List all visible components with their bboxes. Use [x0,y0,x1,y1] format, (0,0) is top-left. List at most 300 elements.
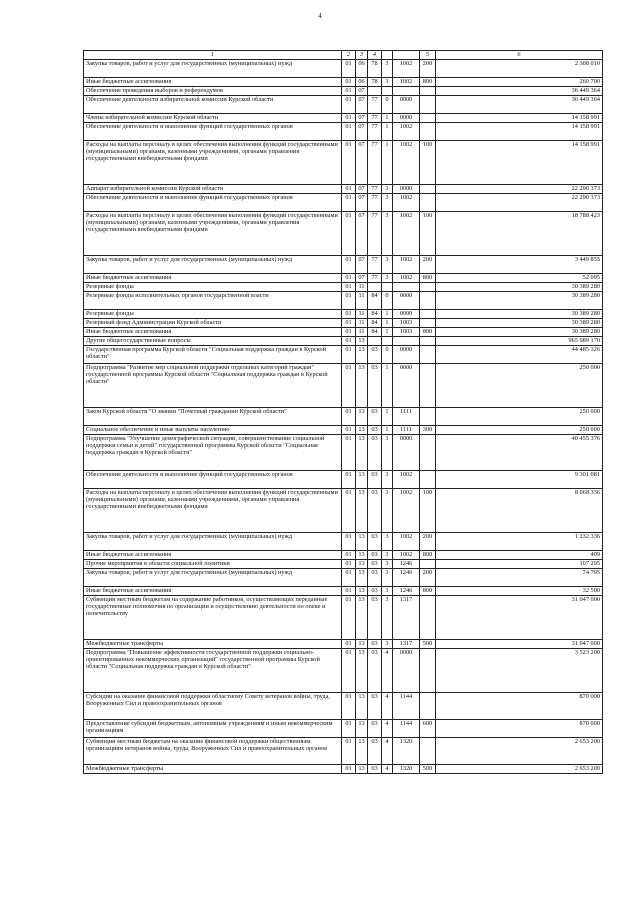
program-code: 03 [368,596,382,640]
program-code: 03 [368,569,382,587]
row-name: Субсидии на оказание финансовой поддержки областному Совету ветеранов войны, труда, Вооруженных Сил и правоохранительных органов [84,693,342,720]
expense-type-code: 800 [420,587,436,596]
row-amount: 107 295 [436,560,603,569]
expense-type-code: 800 [420,78,436,87]
direction-code: 0000 [393,185,420,194]
section-code: 01 [342,96,356,114]
row-amount: 44 485 326 [436,346,603,364]
subprogram-code: 4 [382,738,393,765]
expense-type-code [420,596,436,640]
subsection-code: 13 [356,640,368,649]
subsection-code: 13 [356,551,368,560]
page-number: 4 [318,12,322,20]
subprogram-code: 3 [382,640,393,649]
table-row [84,87,603,96]
program-code: 77 [368,212,382,256]
expense-type-code [420,283,436,292]
table-row [84,194,603,212]
header-subprogram [382,51,393,60]
row-amount: 870 000 [436,693,603,720]
subsection-code: 13 [356,569,368,587]
row-amount: 2 308 010 [436,60,603,78]
header-amount: 6 [436,51,603,60]
row-name: Межбюджетные трансферты [84,640,342,649]
subsection-code: 13 [356,533,368,551]
section-code: 01 [342,720,356,738]
expense-type-code: 200 [420,60,436,78]
row-amount: 74 795 [436,569,603,587]
program-code: 78 [368,78,382,87]
program-code: 84 [368,319,382,328]
program-code: 03 [368,435,382,471]
subsection-code: 13 [356,693,368,720]
expense-type-code [420,123,436,141]
header-name: 1 [84,51,342,60]
row-amount: 31 047 000 [436,640,603,649]
subsection-code: 13 [356,346,368,364]
section-code: 01 [342,283,356,292]
table-row [84,256,603,274]
row-name: Обеспечение деятельности избирательной комиссии Курской области [84,96,342,114]
program-code: 03 [368,587,382,596]
table-row [84,551,603,560]
section-code: 01 [342,346,356,364]
table-row [84,426,603,435]
section-code: 01 [342,292,356,310]
row-name: Социальное обеспечение и иные выплаты населению [84,426,342,435]
program-code: 77 [368,96,382,114]
row-amount: 1 232 336 [436,533,603,551]
program-code: 03 [368,551,382,560]
direction-code: 0000 [393,364,420,408]
subsection-code: 13 [356,435,368,471]
program-code: 03 [368,640,382,649]
row-amount: 36 449 364 [436,87,603,96]
subsection-code: 07 [356,87,368,96]
program-code: 03 [368,346,382,364]
row-amount: 8 068 336 [436,489,603,533]
table-row [84,274,603,283]
section-code: 01 [342,194,356,212]
section-code: 01 [342,426,356,435]
section-code: 01 [342,765,356,774]
program-code: 84 [368,292,382,310]
program-code: 77 [368,185,382,194]
section-code: 01 [342,649,356,693]
row-amount: 2 653 200 [436,765,603,774]
row-name: Аппарат избирательной комиссии Курской области [84,185,342,194]
row-amount: 9 301 081 [436,471,603,489]
subprogram-code: 3 [382,256,393,274]
program-code [368,337,382,346]
subsection-code: 13 [356,408,368,426]
row-amount: 3 523 200 [436,649,603,693]
subprogram-code: 0 [382,292,393,310]
direction-code [393,283,420,292]
row-name: Прочие мероприятия в области социальной политики [84,560,342,569]
row-name: Иные бюджетные ассигнования [84,328,342,337]
subprogram-code: 1 [382,364,393,408]
row-name: Закупка товаров, работ и услуг для государственных (муниципальных) нужд [84,533,342,551]
subprogram-code: 1 [382,408,393,426]
row-amount: 250 000 [436,426,603,435]
table-row [84,310,603,319]
subsection-code: 06 [356,78,368,87]
table-row [84,738,603,765]
table-row [84,471,603,489]
subsection-code: 13 [356,560,368,569]
row-amount: 870 000 [436,720,603,738]
direction-code: 0000 [393,292,420,310]
row-name: Закон Курской области "О звании "Почетный гражданин Курской области" [84,408,342,426]
direction-code: 1002 [393,489,420,533]
direction-code: 1002 [393,141,420,185]
table-row [84,720,603,738]
table-row [84,96,603,114]
subsection-code: 11 [356,328,368,337]
section-code: 01 [342,87,356,96]
subprogram-code: 3 [382,551,393,560]
section-code: 01 [342,551,356,560]
budget-table [83,50,603,774]
direction-code: 1002 [393,256,420,274]
subsection-code: 13 [356,337,368,346]
direction-code: 1002 [393,551,420,560]
expense-type-code [420,364,436,408]
section-code: 01 [342,640,356,649]
table-row [84,319,603,328]
direction-code: 1002 [393,78,420,87]
program-code: 03 [368,693,382,720]
direction-code: 1246 [393,587,420,596]
row-name: Обеспечение деятельности и выполнение функций государственных органов [84,471,342,489]
row-amount: 260 700 [436,78,603,87]
program-code: 03 [368,408,382,426]
table-row [84,337,603,346]
section-code: 01 [342,78,356,87]
section-code: 01 [342,489,356,533]
program-code: 03 [368,649,382,693]
direction-code: 1246 [393,560,420,569]
program-code: 77 [368,141,382,185]
expense-type-code [420,738,436,765]
expense-type-code [420,292,436,310]
program-code: 03 [368,560,382,569]
subprogram-code: 1 [382,114,393,123]
expense-type-code: 200 [420,569,436,587]
subprogram-code: 4 [382,765,393,774]
program-code: 77 [368,256,382,274]
row-name: Резервные фонды [84,310,342,319]
subsection-code: 07 [356,274,368,283]
row-amount: 32 500 [436,587,603,596]
subsection-code: 07 [356,194,368,212]
row-amount: 22 290 373 [436,185,603,194]
subsection-code: 11 [356,292,368,310]
direction-code: 1111 [393,426,420,435]
table-row [84,283,603,292]
program-code: 77 [368,194,382,212]
header-section: 2 [342,51,356,60]
table-row [84,364,603,408]
direction-code: 0000 [393,435,420,471]
program-code: 03 [368,489,382,533]
section-code: 01 [342,328,356,337]
direction-code: 1246 [393,569,420,587]
table-row [84,560,603,569]
table-row [84,693,603,720]
subprogram-code: 1 [382,310,393,319]
subsection-code: 13 [356,426,368,435]
program-code: 77 [368,123,382,141]
subprogram-code: 4 [382,693,393,720]
table-row [84,640,603,649]
table-row [84,596,603,640]
subsection-code: 11 [356,310,368,319]
subsection-code: 07 [356,256,368,274]
subsection-code: 07 [356,114,368,123]
subprogram-code: 0 [382,96,393,114]
row-amount: 31 047 000 [436,596,603,640]
table-row [84,649,603,693]
header-direction [393,51,420,60]
program-code: 03 [368,364,382,408]
subsection-code: 07 [356,141,368,185]
subprogram-code: 1 [382,328,393,337]
row-name: Закупка товаров, работ и услуг для государственных (муниципальных) нужд [84,569,342,587]
header-expense-type: 5 [420,51,436,60]
row-amount: 2 653 200 [436,738,603,765]
expense-type-code: 800 [420,328,436,337]
table-row [84,212,603,256]
direction-code: 1002 [393,274,420,283]
section-code: 01 [342,560,356,569]
subprogram-code: 3 [382,212,393,256]
section-code: 01 [342,408,356,426]
row-name: Обеспечение проведения выборов и референдумов [84,87,342,96]
subprogram-code: 3 [382,560,393,569]
row-amount: 30 389 280 [436,328,603,337]
section-code: 01 [342,123,356,141]
subsection-code: 11 [356,283,368,292]
subprogram-code: 1 [382,426,393,435]
table-row [84,114,603,123]
subsection-code: 07 [356,185,368,194]
row-name: Закупка товаров, работ и услуг для государственных (муниципальных) нужд [84,60,342,78]
expense-type-code: 800 [420,274,436,283]
direction-code: 1003 [393,319,420,328]
section-code: 01 [342,364,356,408]
section-code: 01 [342,141,356,185]
direction-code: 1317 [393,640,420,649]
direction-code: 1002 [393,212,420,256]
table-row [84,141,603,185]
expense-type-code [420,96,436,114]
subprogram-code: 3 [382,587,393,596]
direction-code: 1003 [393,328,420,337]
program-code: 84 [368,328,382,337]
subprogram-code: 3 [382,569,393,587]
section-code: 01 [342,533,356,551]
program-code: 77 [368,114,382,123]
row-amount: 30 389 280 [436,283,603,292]
row-name: Подпрограмма "Улучшение демографической ситуации, совершенствование социальной поддержки семьи и детей" государственной программы Курской области "Социальная поддержка граждан в Курской области" [84,435,342,471]
expense-type-code: 200 [420,256,436,274]
row-name: Резервные фонды исполнительных органов государственной власти [84,292,342,310]
section-code: 01 [342,185,356,194]
direction-code: 1002 [393,60,420,78]
subsection-code: 13 [356,364,368,408]
section-code: 01 [342,471,356,489]
expense-type-code: 100 [420,489,436,533]
subprogram-code: 3 [382,60,393,78]
subsection-code: 13 [356,765,368,774]
expense-type-code: 300 [420,426,436,435]
subsection-code: 13 [356,720,368,738]
expense-type-code: 800 [420,551,436,560]
section-code: 01 [342,274,356,283]
section-code: 01 [342,693,356,720]
program-code: 84 [368,310,382,319]
subsection-code: 11 [356,319,368,328]
table-row [84,569,603,587]
expense-type-code [420,471,436,489]
subprogram-code [382,337,393,346]
program-code [368,283,382,292]
row-name: Другие общегосударственные вопросы [84,337,342,346]
section-code: 01 [342,114,356,123]
section-code: 01 [342,738,356,765]
subprogram-code [382,87,393,96]
subprogram-code: 0 [382,346,393,364]
subprogram-code: 3 [382,471,393,489]
table-row [84,292,603,310]
subprogram-code: 3 [382,194,393,212]
direction-code: 1002 [393,471,420,489]
table-row [84,489,603,533]
direction-code: 1320 [393,738,420,765]
row-amount: 250 000 [436,408,603,426]
row-amount: 3 449 855 [436,256,603,274]
subprogram-code: 3 [382,596,393,640]
program-code: 03 [368,738,382,765]
direction-code: 0000 [393,649,420,693]
row-name: Расходы на выплаты персоналу в целях обеспечения выполнения функций государственными (муниципальными) органами, казенными учреждениями, органами управления государственными внебюджетными фондами [84,141,342,185]
row-amount: 14 158 991 [436,141,603,185]
row-amount: 40 455 376 [436,435,603,471]
expense-type-code: 600 [420,720,436,738]
section-code: 01 [342,596,356,640]
subprogram-code: 1 [382,319,393,328]
subsection-code: 13 [356,471,368,489]
table-row [84,765,603,774]
subsection-code: 13 [356,738,368,765]
direction-code: 0000 [393,114,420,123]
subprogram-code: 1 [382,141,393,185]
table-row [84,60,603,78]
row-amount: 965 989 170 [436,337,603,346]
section-code: 01 [342,569,356,587]
row-amount: 30 389 280 [436,292,603,310]
section-code: 01 [342,60,356,78]
subsection-code: 06 [356,60,368,78]
row-name: Иные бюджетные ассигнования [84,587,342,596]
table-row [84,328,603,337]
direction-code [393,87,420,96]
section-code: 01 [342,319,356,328]
expense-type-code [420,337,436,346]
row-amount: 30 389 280 [436,310,603,319]
row-amount: 22 290 373 [436,194,603,212]
subprogram-code: 3 [382,185,393,194]
expense-type-code [420,408,436,426]
expense-type-code [420,310,436,319]
expense-type-code [420,194,436,212]
row-amount: 18 788 423 [436,212,603,256]
table-row [84,185,603,194]
program-code: 03 [368,471,382,489]
program-code: 03 [368,426,382,435]
expense-type-code [420,185,436,194]
subsection-code: 13 [356,649,368,693]
row-amount: 250 000 [436,364,603,408]
subprogram-code: 4 [382,720,393,738]
subsection-code: 13 [356,596,368,640]
direction-code: 1320 [393,765,420,774]
row-name: Обеспечение деятельности и выполнение функций государственных органов [84,123,342,141]
row-name: Члены избирательной комиссии Курской области [84,114,342,123]
table-row [84,78,603,87]
table-row [84,408,603,426]
expense-type-code [420,649,436,693]
direction-code: 1144 [393,720,420,738]
direction-code: 1111 [393,408,420,426]
table-row [84,123,603,141]
row-amount: 36 449 364 [436,96,603,114]
program-code: 03 [368,720,382,738]
row-amount: 30 389 280 [436,319,603,328]
expense-type-code [420,435,436,471]
expense-type-code [420,693,436,720]
row-amount: 409 [436,551,603,560]
row-name: Резервные фонды [84,283,342,292]
row-name: Иные бюджетные ассигнования [84,274,342,283]
row-amount: 14 158 991 [436,114,603,123]
row-name: Иные бюджетные ассигнования [84,78,342,87]
row-name: Закупка товаров, работ и услуг для государственных (муниципальных) нужд [84,256,342,274]
section-code: 01 [342,587,356,596]
direction-code: 1002 [393,194,420,212]
row-name: Иные бюджетные ассигнования [84,551,342,560]
row-name: Субвенции местным бюджетам на оказание финансовой поддержки общественным организациям ветеранов войны, труда, Вооруженных Сил и правоохранительных органов [84,738,342,765]
expense-type-code [420,87,436,96]
program-code: 03 [368,765,382,774]
subprogram-code: 3 [382,489,393,533]
program-code: 77 [368,274,382,283]
section-code: 01 [342,256,356,274]
row-name: Государственная программа Курской области "Социальная поддержка граждан в Курской области" [84,346,342,364]
subprogram-code: 4 [382,649,393,693]
table-header-row [84,51,603,60]
program-code [368,87,382,96]
row-name: Обеспечение деятельности и выполнение функций государственных органов [84,194,342,212]
row-name: Подпрограмма "Развитие мер социальной поддержки отдельных категорий граждан" государственной программы Курской области "Социальная поддержка граждан в Курской области" [84,364,342,408]
expense-type-code [420,346,436,364]
table-row [84,346,603,364]
subprogram-code: 3 [382,533,393,551]
subprogram-code: 1 [382,123,393,141]
row-name: Резервный фонд Администрации Курской области [84,319,342,328]
